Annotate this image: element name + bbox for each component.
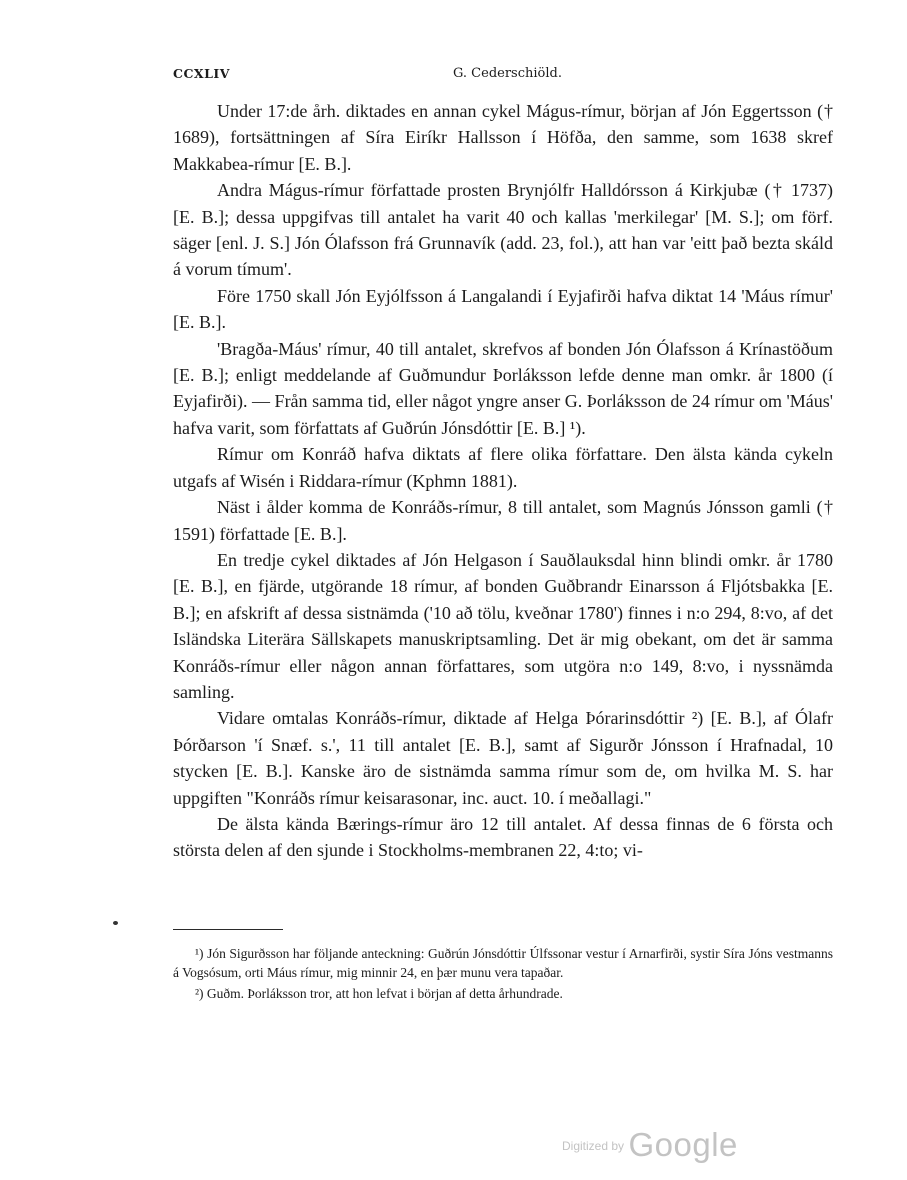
page-header — [0, 66, 907, 86]
folio-number: CCXLIV — [173, 66, 230, 81]
google-logo: Google — [628, 1126, 738, 1163]
footnote-1: ¹) Jón Sigurðsson har följande anteckning: Guðrún Jónsdóttir Úlfssonar vestur í Arnarfirði, systir Síra Jóns vestmanns á Vogsósum, orti Máus rímur, mig minnir 24, en þær munu vera tapaðar. — [173, 946, 833, 980]
footnote-rule — [173, 929, 283, 930]
paragraph-jon-eyjolfsson: Före 1750 skall Jón Eyjólfsson á Langalandi í Eyjafirði hafva diktat 14 'Máus rímur' [E. B.]. — [173, 285, 833, 333]
footnotes — [173, 945, 833, 1007]
main-text — [173, 98, 833, 864]
paragraph-baerings-rimur: De älsta kända Bærings-rímur äro 12 till antalet. Af dessa finnas de 6 första och största delen af den sjunde i Stockholms-membranen 22, 4:to; vi- — [173, 813, 833, 861]
paragraph-brynjolfr-halldorsson: Andra Mágus-rímur författade prosten Brynjólfr Halldórsson á Kirkjubæ († 1737) [E. B.]; dessa uppgifvas till antalet ha varit 40 och kallas 'merkilegar' [M. S.]; om förf. säger [enl. J. S.] Jón Ólafsson frá Grunnavík (add. 23, fol.), att han var 'eitt það bezta skáld á vorum tímum'. — [173, 180, 833, 280]
watermark-prefix: Digitized by — [562, 1139, 625, 1153]
footnote-2: ²) Guðm. Þorláksson tror, att hon lefvat i början af detta århundrade. — [195, 986, 563, 1002]
ink-speck — [113, 921, 118, 925]
paragraph-further-konrads-rimur: Vidare omtalas Konráðs-rímur, diktade af Helga Þórarinsdóttir ²) [E. B.], af Ólafr Þórðarson 'í Snæf. s.', 11 till antalet [E. B.], samt af Sigurðr Jónsson í Hrafnadal, 10 stycken [E. B.]. Kanske äro de sistnämda samma rímur som de, om hvilka M. S. har uppgiften "Konráðs rímur keisarasonar, inc. auct. 10. í meðallagi." — [173, 708, 833, 808]
paragraph-third-cycle: En tredje cykel diktades af Jón Helgason í Sauðlauksdal hinn blindi omkr. år 1780 [E. B.], en fjärde, utgörande 18 rímur, af bonden Guðbrandr Einarsson á Fljótsbakka [E. B.]; en afskrift af dessa sistnämda ('10 að tölu, kveðnar 1780') finnes i n:o 294, 8:vo, af det Isländska Literära Sällskapets manuskriptsamling. Det är mig obekant, om det är samma Konráðs-rímur eller någon annan författares, som utgöra n:o 149, 8:vo, i nyssnämda samling. — [173, 549, 833, 702]
paragraph-konrad-rimur: Rímur om Konráð hafva diktats af flere olika författare. Den älsta kända cykeln utgafs af Wisén i Riddara-rímur (Kphmn 1881). — [173, 444, 833, 491]
digitized-watermark — [562, 1126, 738, 1164]
paragraph-magnus-jonsson: Näst i ålder komma de Konráðs-rímur, 8 till antalet, som Magnús Jónsson gamli († 1591) författade [E. B.]. — [173, 497, 833, 544]
running-head: G. Cederschiöld. — [453, 66, 562, 81]
paragraph-bragda-maus: 'Bragða-Máus' rímur, 40 till antalet, skrefvos af bonden Jón Ólafsson á Krínastöðum [E. B.]; enligt meddelande af Guðmundur Þorláksson lefde denne man omkr. år 1800 (í Eyjafirði). — Från samma tid, eller något yngre anser G. Þorláksson de 24 rímur om 'Máus' hafva varit, som författats af Guðrún Jónsdóttir [E. B.] ¹). — [173, 338, 833, 438]
paragraph-magus-rimur-17th-century: Under 17:de årh. diktades en annan cykel Mágus-rímur, början af Jón Eggertsson († 1689), fortsättningen af Síra Eiríkr Hallsson í Höfða, den samme, som 1638 skref Makkabea-rímur [E. B.]. — [173, 101, 833, 174]
